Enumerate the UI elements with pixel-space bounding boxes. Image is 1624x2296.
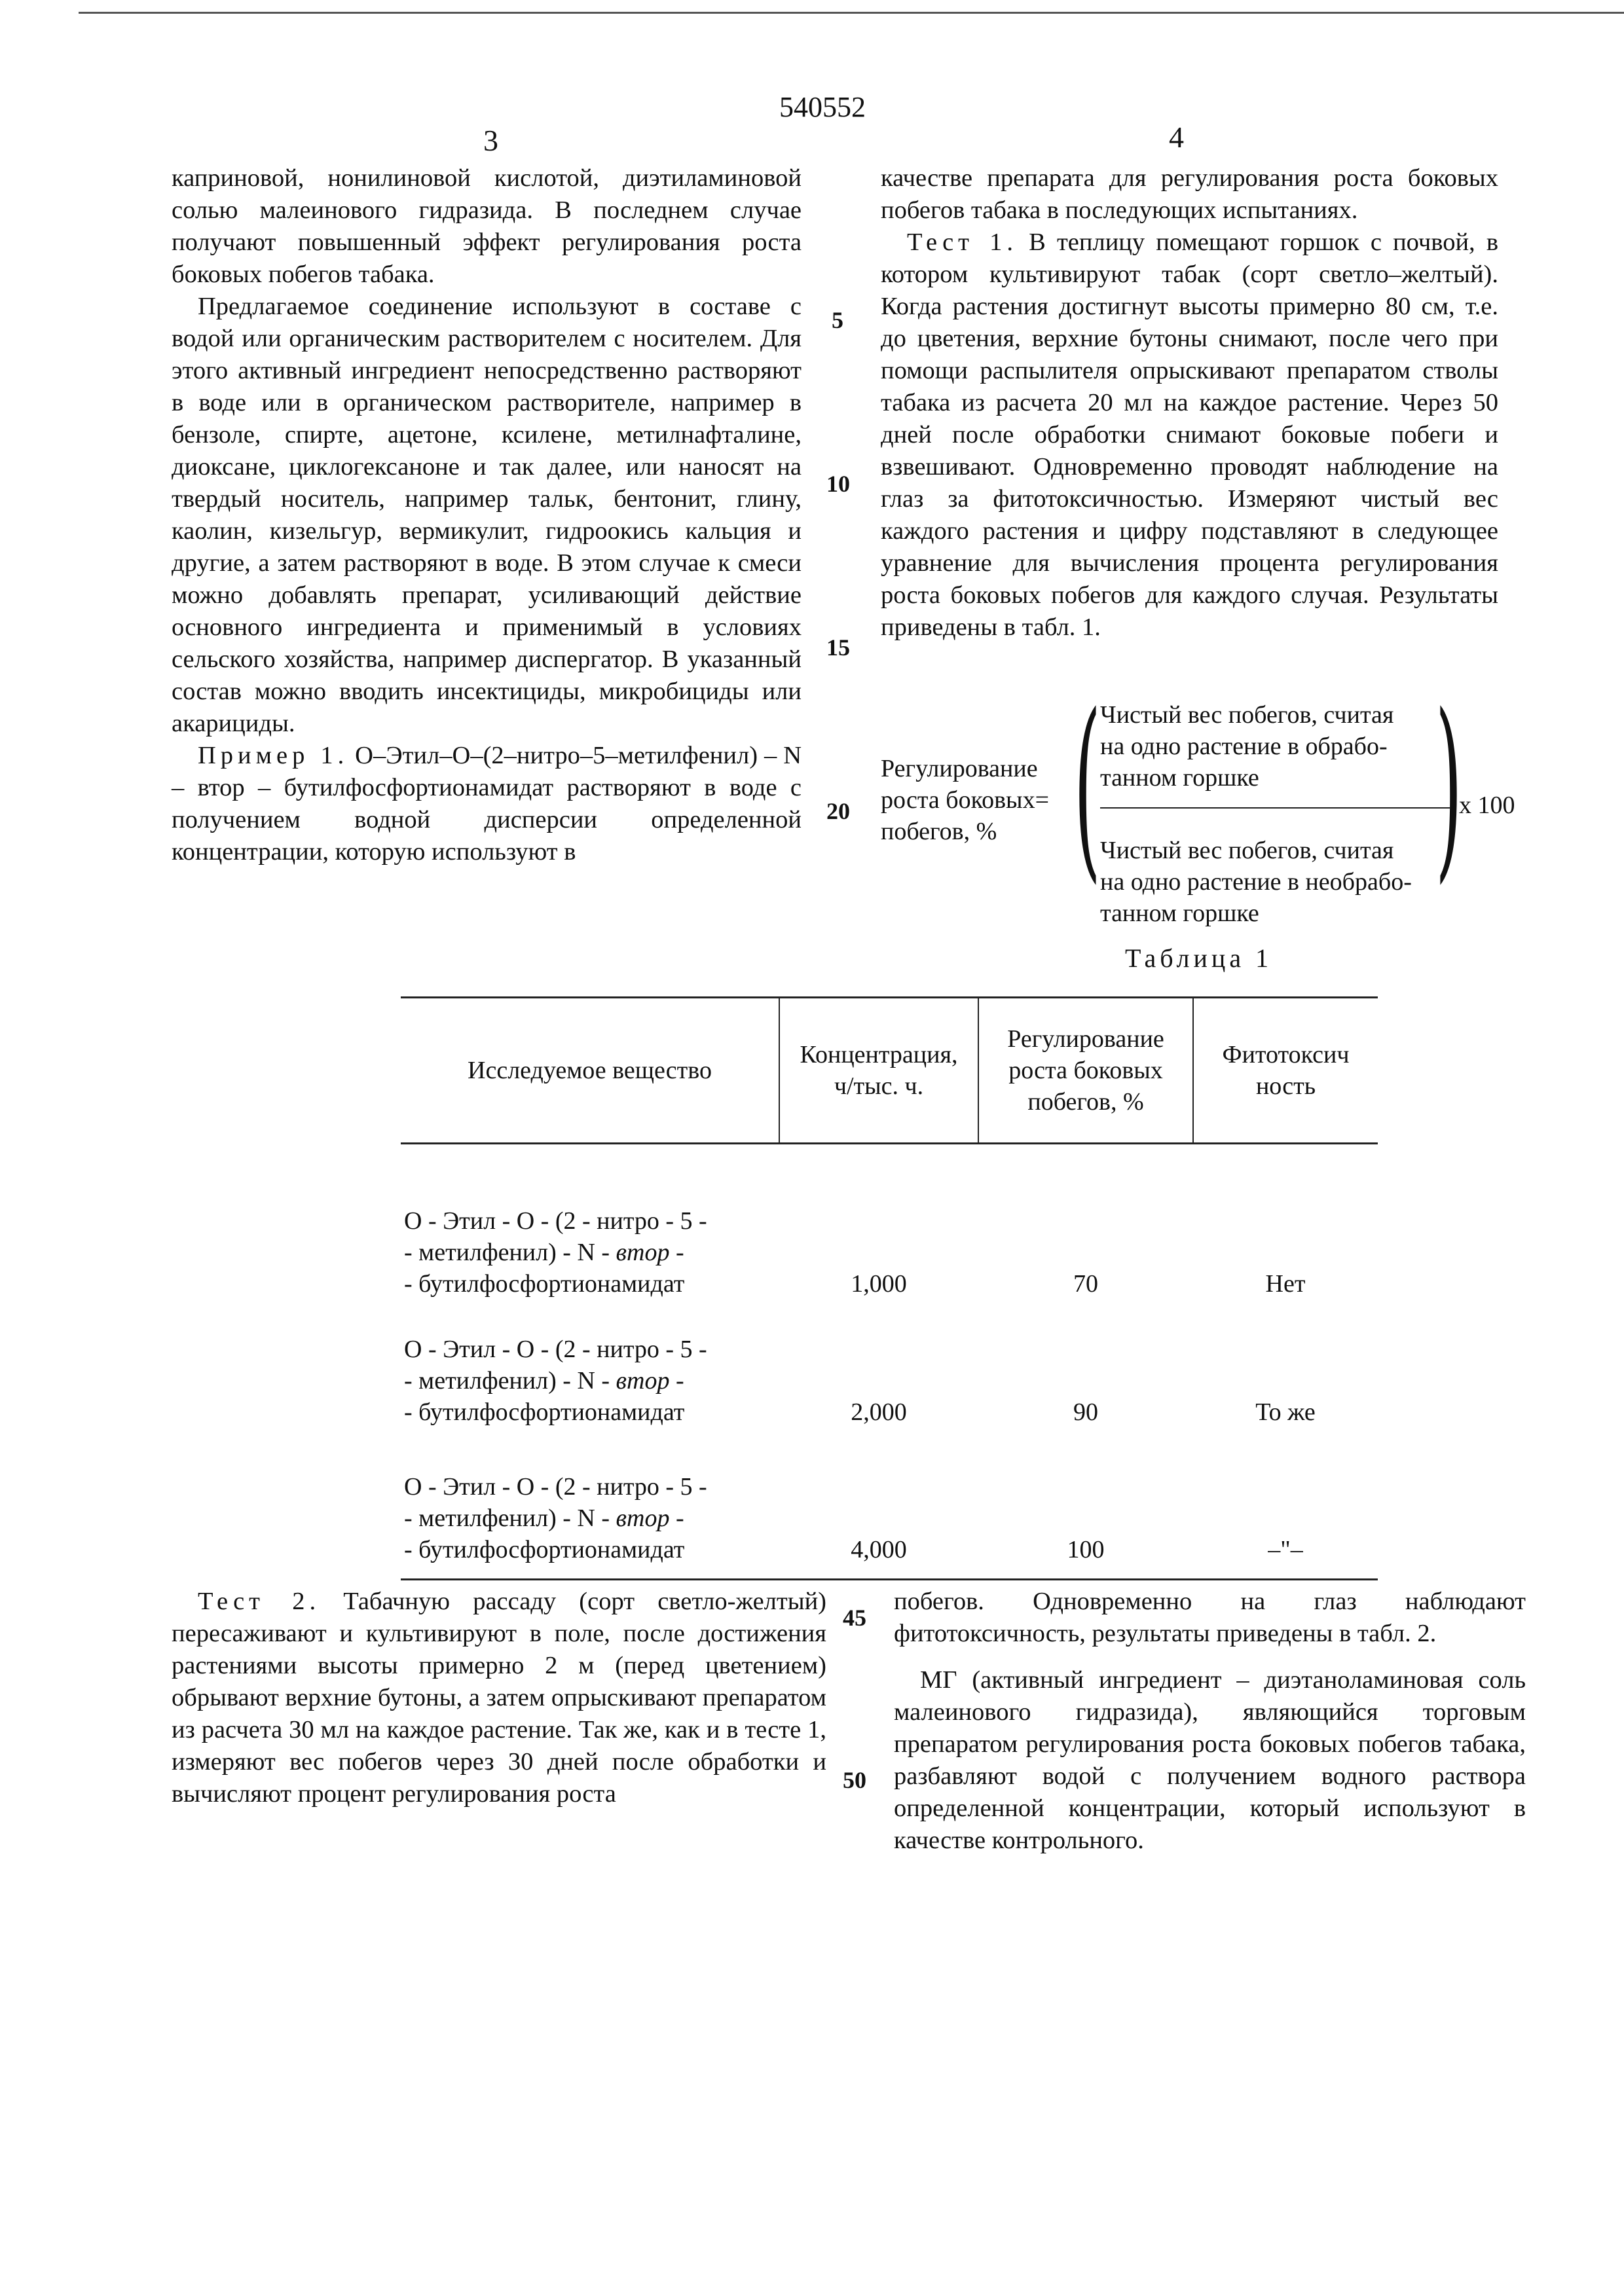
- substance-line-1: О - Этил - О - (2 - нитро - 5 -: [404, 1207, 707, 1235]
- cell-substance: [401, 1144, 779, 1300]
- cell-regulation: 70: [1073, 1270, 1098, 1298]
- table-1: [401, 996, 1378, 1580]
- header-regulation-line-2: роста боковых: [1008, 1057, 1163, 1084]
- formula-right-paren: ): [1435, 672, 1462, 901]
- substance-line-2-italic: втор: [616, 1367, 670, 1394]
- substance-line-2-text: - метилфенил) - N -: [404, 1504, 616, 1532]
- line-number-10: 10: [826, 471, 850, 497]
- cell-phytotoxicity: –"–: [1193, 1428, 1378, 1580]
- formula-denominator-line-1: Чистый вес побегов, считая: [1100, 837, 1394, 864]
- bottom-right-paragraph-2: МГ (активный ингредиент – диэтаноламиновая соль малеинового гидразида), являющийся торговым препаратом регулирования роста боковых побегов табака, разбавляют водой с получением водного раствора определенной концентрации, который используют в качестве контрольного.: [894, 1666, 1526, 1854]
- cell-concentration: 1,000: [851, 1270, 907, 1298]
- right-intro-paragraph: качестве препарата для регулирования роста боковых побегов табака в последующих испытаниях.: [881, 164, 1498, 224]
- page-number-right: 4: [1169, 120, 1184, 154]
- test-1-label: Тест 1.: [907, 228, 1018, 256]
- substance-line-2: [404, 1503, 779, 1534]
- test-2-text: Табачную рассаду (сорт светло-желтый) пересаживают и культивируют в поле, после достижения растениями высоты примерно 2 м (перед цветением) обрывают верхние бутоны, а затем опрыскивают препаратом из расчета 30 мл на каждое растение. Так же, как и в тесте 1, измеряют вес побегов через 30 дней после обработки и вычисляют процент регулирования роста: [172, 1588, 827, 1808]
- table-row: [401, 1428, 1378, 1580]
- formula-fraction-bar: [1100, 807, 1450, 809]
- cell-phytotoxicity: То же: [1255, 1398, 1316, 1426]
- header-concentration-line-2: ч/тыс. ч.: [834, 1072, 924, 1100]
- line-number-50: 50: [843, 1767, 866, 1793]
- left-column: [172, 162, 802, 868]
- left-paragraph-1: Предлагаемое соединение используют в составе с водой или органическим растворителем с носителем. Для этого активный ингредиент непосредственно растворяют в воде или в органическом растворителе, например в бензоле, спирте, ацетоне, ксилене, метилнафталине, диоксане, циклогексаноне и так далее, или наносят на твердый носитель, например тальк, бентонит, глину, каолин, кизельгур, вермикулит, гидроокись кальция и другие, а затем растворяют в воде. В этом случае к смеси можно добавлять препарат, усиливающий действие основного ингредиента и применимый в условиях сельского хозяйства, например диспергатор. В указанный состав можно вводить инсектициды, микробициды или акарициды.: [172, 293, 802, 737]
- line-number-5: 5: [832, 307, 843, 333]
- cell-concentration: 2,000: [851, 1398, 907, 1426]
- cell-substance: [401, 1428, 779, 1580]
- test-2-label: Тест 2.: [198, 1588, 321, 1615]
- formula-denominator: [1100, 835, 1412, 929]
- substance-line-2-italic: втор: [616, 1504, 670, 1532]
- example-1-text: О–Этил–О–(2–нитро–5–метилфенил) – N – втор – бутилфосфортионамидат растворяют в воде с получением водной дисперсии определенной концентрации, которую используют в: [172, 742, 802, 866]
- substance-line-3: - бутилфосфортионамидат: [404, 1270, 685, 1298]
- substance-line-2-end: -: [669, 1504, 684, 1532]
- formula-label-line-2: роста боковых=: [881, 786, 1050, 814]
- substance-line-2-end: -: [669, 1239, 684, 1266]
- example-1-paragraph: [172, 740, 802, 868]
- substance-line-2-italic: втор: [616, 1239, 670, 1266]
- header-regulation-line-1: Регулирование: [1007, 1025, 1164, 1053]
- formula-left-paren: (: [1074, 672, 1101, 901]
- cell-substance: [401, 1300, 779, 1428]
- formula-label-line-3: побегов, %: [881, 818, 997, 845]
- formula-label: [881, 753, 1049, 847]
- substance-line-2-end: -: [669, 1367, 684, 1394]
- line-number-15: 15: [826, 634, 850, 661]
- right-column: [881, 162, 1498, 644]
- bottom-right-paragraph-1: побегов. Одновременно на глаз наблюдают фитотоксичность, результаты приведены в табл. 2.: [894, 1588, 1526, 1647]
- line-number-45: 45: [843, 1605, 866, 1631]
- substance-line-1: О - Этил - О - (2 - нитро - 5 -: [404, 1336, 707, 1363]
- header-phytotoxicity-line-2: ность: [1255, 1072, 1316, 1100]
- formula-multiplier: x 100: [1459, 792, 1515, 819]
- header-concentration-line-1: Концентрация,: [800, 1041, 958, 1068]
- substance-line-1: О - Этил - О - (2 - нитро - 5 -: [404, 1473, 707, 1501]
- bottom-left-column: [172, 1586, 826, 1810]
- test-1-paragraph: [881, 227, 1498, 644]
- table-1-caption: Таблица 1: [1125, 943, 1273, 973]
- formula-denominator-line-2: на одно растение в необрабо-: [1100, 868, 1412, 896]
- cell-regulation: 90: [1073, 1398, 1098, 1426]
- substance-line-3: - бутилфосфортионамидат: [404, 1398, 685, 1426]
- header-regulation: [978, 998, 1193, 1144]
- substance-line-2-text: - метилфенил) - N -: [404, 1239, 616, 1266]
- cell-phytotoxicity: Нет: [1265, 1270, 1306, 1298]
- test-1-text: В теплицу помещают горшок с почвой, в котором культивируют табак (сорт светло–желтый). Когда растения достигнут высоты примерно 80 см, т.е. до цветения, верхние бутоны снимают, после чего при помощи распылителя опрыскивают препаратом стволы табака из расчета 20 мл на каждое растение. Через 50 дней после обработки снимают боковые побеги и взвешивают. Одновременно проводят наблюдение на глаз за фитотоксичностью. Измеряют чистый вес каждого растения и цифру подставляют в следующее уравнение для вычисления процента регулирования роста боковых побегов для каждого случая. Результаты приведены в табл. 1.: [881, 228, 1498, 641]
- bottom-right-column: [894, 1586, 1526, 1857]
- header-phytotoxicity-line-1: Фитотоксич: [1222, 1041, 1350, 1068]
- table-1-header-row: [401, 998, 1378, 1144]
- substance-line-2-text: - метилфенил) - N -: [404, 1367, 616, 1394]
- test-2-paragraph: [172, 1586, 826, 1810]
- table-row: [401, 1144, 1378, 1300]
- header-phytotoxicity: [1193, 998, 1378, 1144]
- table-row: [401, 1300, 1378, 1428]
- document-number: 540552: [779, 91, 866, 123]
- substance-line-2: [404, 1237, 779, 1268]
- formula-numerator-line-2: на одно растение в обрабо-: [1100, 733, 1388, 760]
- formula-numerator-line-1: Чистый вес побегов, считая: [1100, 701, 1394, 729]
- page-number-left: 3: [483, 124, 498, 157]
- line-number-20: 20: [826, 798, 850, 824]
- formula-numerator-line-3: танном горшке: [1100, 764, 1259, 792]
- example-1-label: Пример 1.: [198, 742, 349, 769]
- substance-line-3: - бутилфосфортионамидат: [404, 1536, 685, 1563]
- cell-regulation: 100: [978, 1428, 1193, 1580]
- header-substance: Исследуемое вещество: [401, 998, 779, 1144]
- header-concentration: [779, 998, 978, 1144]
- top-rule: [79, 12, 1624, 14]
- formula-denominator-line-3: танном горшке: [1100, 900, 1259, 927]
- formula-numerator: [1100, 699, 1393, 793]
- formula-label-line-1: Регулирование: [881, 755, 1038, 782]
- left-intro-paragraph: каприновой, нонилиновой кислотой, диэтиламиновой солью малеинового гидразида. В последнем случае получают повышенный эффект регулирования роста боковых побегов табака.: [172, 164, 802, 288]
- header-regulation-line-3: побегов, %: [1027, 1088, 1144, 1116]
- substance-line-2: [404, 1365, 779, 1396]
- cell-concentration: 4,000: [779, 1428, 978, 1580]
